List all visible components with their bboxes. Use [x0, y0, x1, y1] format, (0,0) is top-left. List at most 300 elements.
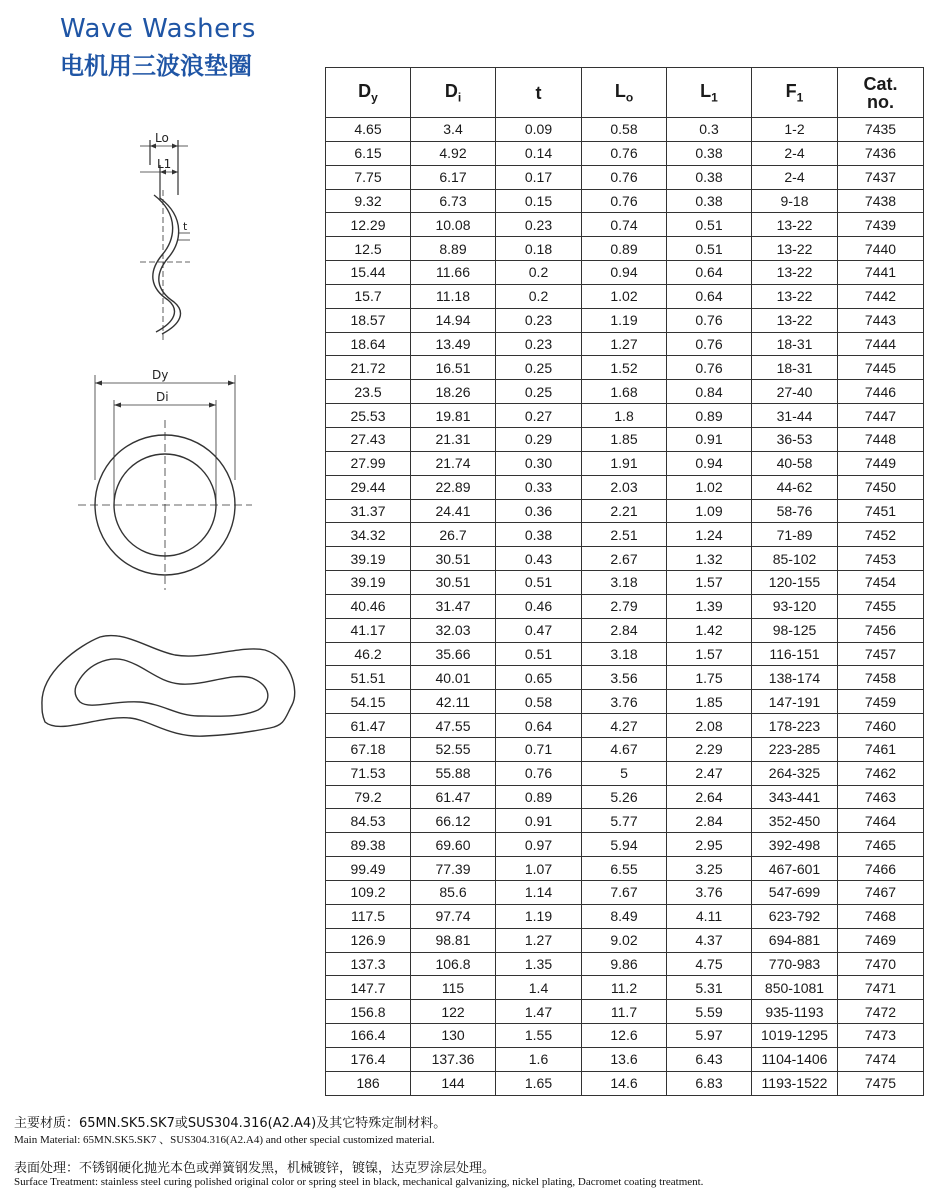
material-note-en: Main Material: 65MN.SK5.SK7 、SUS304.316(A2.A4) and other special customized material.: [14, 1134, 435, 1146]
table-cell: 13-22: [752, 213, 838, 237]
table-cell: 106.8: [411, 952, 496, 976]
table-cell: 1.4: [496, 976, 582, 1000]
table-cell: 1.09: [667, 499, 752, 523]
table-cell: 2.84: [582, 618, 667, 642]
table-cell: 352-450: [752, 809, 838, 833]
table-cell: 176.4: [326, 1047, 411, 1071]
table-cell: 3.18: [582, 571, 667, 595]
table-cell: 144: [411, 1071, 496, 1095]
table-cell: 0.64: [667, 261, 752, 285]
table-row: [326, 809, 924, 833]
table-cell: 6.55: [582, 857, 667, 881]
table-cell: 18.57: [326, 308, 411, 332]
table-cell: 1.19: [582, 308, 667, 332]
table-cell: 31.37: [326, 499, 411, 523]
table-cell: 2.95: [667, 833, 752, 857]
column-header: [411, 68, 496, 118]
table-cell: 0.25: [496, 356, 582, 380]
table-cell: 15.44: [326, 261, 411, 285]
table-cell: 2.08: [667, 714, 752, 738]
table-cell: 21.31: [411, 427, 496, 451]
table-row: [326, 952, 924, 976]
table-cell: 47.55: [411, 714, 496, 738]
table-cell: 0.25: [496, 380, 582, 404]
table-cell: 11.18: [411, 284, 496, 308]
table-row: [326, 356, 924, 380]
table-cell: 1-2: [752, 118, 838, 142]
table-cell: 7460: [838, 714, 924, 738]
table-cell: 0.94: [667, 451, 752, 475]
table-cell: 7461: [838, 737, 924, 761]
table-cell: 52.55: [411, 737, 496, 761]
table-cell: 0.97: [496, 833, 582, 857]
table-cell: 34.32: [326, 523, 411, 547]
table-cell: 0.76: [582, 165, 667, 189]
notes-section: [14, 1112, 934, 1198]
table-cell: 0.23: [496, 332, 582, 356]
table-cell: 1.85: [667, 690, 752, 714]
table-row: [326, 261, 924, 285]
table-cell: 117.5: [326, 904, 411, 928]
table-row: [326, 404, 924, 428]
table-cell: 30.51: [411, 547, 496, 571]
table-row: [326, 714, 924, 738]
table-cell: 1.19: [496, 904, 582, 928]
table-cell: 547-699: [752, 881, 838, 905]
table-row: [326, 475, 924, 499]
table-cell: 23.5: [326, 380, 411, 404]
table-body: [326, 118, 924, 1096]
table-cell: 122: [411, 1000, 496, 1024]
table-cell: 7473: [838, 1024, 924, 1048]
table-cell: 18.64: [326, 332, 411, 356]
table-cell: 7456: [838, 618, 924, 642]
table-cell: 2.21: [582, 499, 667, 523]
table-cell: 0.30: [496, 451, 582, 475]
table-cell: 126.9: [326, 928, 411, 952]
table-cell: 0.3: [667, 118, 752, 142]
table-cell: 0.74: [582, 213, 667, 237]
table-cell: 0.84: [667, 380, 752, 404]
table-cell: 7468: [838, 904, 924, 928]
table-cell: 392-498: [752, 833, 838, 857]
table-cell: 18.26: [411, 380, 496, 404]
table-cell: 22.89: [411, 475, 496, 499]
table-cell: 0.76: [582, 141, 667, 165]
table-cell: 89.38: [326, 833, 411, 857]
table-cell: 71-89: [752, 523, 838, 547]
table-row: [326, 881, 924, 905]
column-header: [496, 68, 582, 118]
table-cell: 7442: [838, 284, 924, 308]
table-cell: 4.27: [582, 714, 667, 738]
table-row: [326, 904, 924, 928]
table-cell: 7443: [838, 308, 924, 332]
table-cell: 0.38: [667, 141, 752, 165]
table-row: [326, 690, 924, 714]
table-cell: 7.75: [326, 165, 411, 189]
table-cell: 0.94: [582, 261, 667, 285]
table-cell: 3.25: [667, 857, 752, 881]
table-cell: 6.83: [667, 1071, 752, 1095]
table-cell: 25.53: [326, 404, 411, 428]
table-cell: 0.51: [496, 571, 582, 595]
table-cell: 6.73: [411, 189, 496, 213]
table-cell: 0.71: [496, 737, 582, 761]
table-row: [326, 118, 924, 142]
table-cell: 137.3: [326, 952, 411, 976]
table-cell: 1.27: [582, 332, 667, 356]
table-cell: 0.2: [496, 284, 582, 308]
table-cell: 1.85: [582, 427, 667, 451]
table-cell: 0.17: [496, 165, 582, 189]
table-cell: 178-223: [752, 714, 838, 738]
table-cell: 30.51: [411, 571, 496, 595]
table-cell: 10.08: [411, 213, 496, 237]
table-cell: 1.91: [582, 451, 667, 475]
table-row: [326, 1024, 924, 1048]
table-cell: 0.91: [667, 427, 752, 451]
table-cell: 147.7: [326, 976, 411, 1000]
table-cell: 1.39: [667, 594, 752, 618]
table-cell: 0.15: [496, 189, 582, 213]
table-row: [326, 499, 924, 523]
table-cell: 2.03: [582, 475, 667, 499]
table-cell: 0.47: [496, 618, 582, 642]
table-cell: 7459: [838, 690, 924, 714]
table-cell: 1.32: [667, 547, 752, 571]
table-row: [326, 189, 924, 213]
table-cell: 27-40: [752, 380, 838, 404]
table-row: [326, 1071, 924, 1095]
table-cell: 40.46: [326, 594, 411, 618]
table-cell: 0.27: [496, 404, 582, 428]
column-header-sub: 1: [711, 90, 718, 105]
table-cell: 2.79: [582, 594, 667, 618]
table-cell: 2.67: [582, 547, 667, 571]
table-cell: 7447: [838, 404, 924, 428]
table-cell: 138-174: [752, 666, 838, 690]
table-cell: 343-441: [752, 785, 838, 809]
table-cell: 13-22: [752, 237, 838, 261]
table-row: [326, 594, 924, 618]
title-chinese: 电机用三波浪垫圈: [60, 52, 252, 80]
table-cell: 1.8: [582, 404, 667, 428]
table-cell: 24.41: [411, 499, 496, 523]
table-cell: 13.6: [582, 1047, 667, 1071]
table-row: [326, 523, 924, 547]
table-row: [326, 332, 924, 356]
table-cell: 4.75: [667, 952, 752, 976]
column-header-sub: o: [625, 90, 634, 105]
table-row: [326, 857, 924, 881]
table-cell: 11.66: [411, 261, 496, 285]
table-cell: 0.76: [667, 332, 752, 356]
table-cell: 7438: [838, 189, 924, 213]
table-cell: 1104-1406: [752, 1047, 838, 1071]
table-cell: 0.46: [496, 594, 582, 618]
table-cell: 7446: [838, 380, 924, 404]
table-cell: 2.84: [667, 809, 752, 833]
table-cell: 7462: [838, 761, 924, 785]
table-cell: 6.17: [411, 165, 496, 189]
column-header: [838, 68, 924, 118]
table-cell: 1.75: [667, 666, 752, 690]
table-cell: 7445: [838, 356, 924, 380]
table-cell: 11.2: [582, 976, 667, 1000]
label-lo: Lo: [155, 131, 169, 145]
table-cell: 147-191: [752, 690, 838, 714]
table-cell: 4.11: [667, 904, 752, 928]
table-row: [326, 308, 924, 332]
table-cell: 5.26: [582, 785, 667, 809]
table-cell: 2.47: [667, 761, 752, 785]
table-cell: 27.43: [326, 427, 411, 451]
table-cell: 85-102: [752, 547, 838, 571]
table-cell: 7451: [838, 499, 924, 523]
table-cell: 12.5: [326, 237, 411, 261]
table-cell: 1.02: [582, 284, 667, 308]
table-cell: 4.65: [326, 118, 411, 142]
table-cell: 41.17: [326, 618, 411, 642]
column-header-main: L: [614, 80, 626, 101]
table-cell: 4.37: [667, 928, 752, 952]
table-cell: 3.18: [582, 642, 667, 666]
table-cell: 7475: [838, 1071, 924, 1095]
table-cell: 7465: [838, 833, 924, 857]
table-cell: 11.7: [582, 1000, 667, 1024]
table-cell: 40.01: [411, 666, 496, 690]
table-row: [326, 928, 924, 952]
table-cell: 1193-1522: [752, 1071, 838, 1095]
table-cell: 69.60: [411, 833, 496, 857]
table-row: [326, 380, 924, 404]
table-cell: 7467: [838, 881, 924, 905]
surface-note-cn: 表面处理：不锈钢硬化抛光本色或弹簧钢发黑，机械镀锌，镀镍，达克罗涂层处理。: [14, 1161, 496, 1176]
table-cell: 26.7: [411, 523, 496, 547]
specification-table: [325, 67, 924, 1096]
table-cell: 5.59: [667, 1000, 752, 1024]
table-cell: 0.58: [582, 118, 667, 142]
table-cell: 18-31: [752, 356, 838, 380]
table-cell: 0.43: [496, 547, 582, 571]
table-cell: 6.43: [667, 1047, 752, 1071]
table-cell: 5.97: [667, 1024, 752, 1048]
table-cell: 0.76: [667, 308, 752, 332]
table-cell: 13-22: [752, 261, 838, 285]
table-row: [326, 666, 924, 690]
table-cell: 4.67: [582, 737, 667, 761]
material-note-cn: 主要材质：65MN.SK5.SK7或SUS304.316(A2.A4)及其它特殊定制材料。: [14, 1116, 447, 1131]
column-header-main: D: [358, 80, 372, 101]
table-cell: 7450: [838, 475, 924, 499]
column-header-sub: y: [371, 90, 378, 105]
table-cell: 7439: [838, 213, 924, 237]
table-cell: 0.29: [496, 427, 582, 451]
table-cell: 156.8: [326, 1000, 411, 1024]
table-cell: 12.6: [582, 1024, 667, 1048]
table-cell: 137.36: [411, 1047, 496, 1071]
table-cell: 2-4: [752, 141, 838, 165]
table-cell: 85.6: [411, 881, 496, 905]
column-header-main: L: [700, 80, 712, 101]
table-cell: 7444: [838, 332, 924, 356]
table-cell: 7452: [838, 523, 924, 547]
table-cell: 99.49: [326, 857, 411, 881]
table-cell: 29.44: [326, 475, 411, 499]
table-cell: 1019-1295: [752, 1024, 838, 1048]
table-header-row: [326, 68, 924, 118]
table-cell: 1.57: [667, 571, 752, 595]
table-row: [326, 618, 924, 642]
table-cell: 7449: [838, 451, 924, 475]
table-row: [326, 737, 924, 761]
title-english: Wave Washers: [60, 14, 256, 44]
table-cell: 7463: [838, 785, 924, 809]
table-cell: 98.81: [411, 928, 496, 952]
table-cell: 109.2: [326, 881, 411, 905]
table-row: [326, 141, 924, 165]
table-cell: 1.52: [582, 356, 667, 380]
table-cell: 13.49: [411, 332, 496, 356]
table-cell: 7469: [838, 928, 924, 952]
table-cell: 0.65: [496, 666, 582, 690]
table-cell: 9.86: [582, 952, 667, 976]
table-cell: 7471: [838, 976, 924, 1000]
table-cell: 54.15: [326, 690, 411, 714]
table-cell: 18-31: [752, 332, 838, 356]
table-cell: 21.72: [326, 356, 411, 380]
table-cell: 31.47: [411, 594, 496, 618]
table-cell: 19.81: [411, 404, 496, 428]
table-cell: 0.89: [582, 237, 667, 261]
table-cell: 8.89: [411, 237, 496, 261]
table-cell: 5.77: [582, 809, 667, 833]
table-cell: 35.66: [411, 642, 496, 666]
table-cell: 7440: [838, 237, 924, 261]
wave-washer-perspective-drawing: [42, 636, 295, 737]
table-cell: 77.39: [411, 857, 496, 881]
table-cell: 1.68: [582, 380, 667, 404]
table-cell: 0.64: [667, 284, 752, 308]
table-cell: 0.14: [496, 141, 582, 165]
surface-note-en: Surface Treatment: stainless steel curing polished original color or spring steel in black, mechanical galvanizing, nickel plating, Dacromet coating treatment.: [14, 1176, 704, 1188]
table-row: [326, 761, 924, 785]
table-cell: 0.38: [667, 189, 752, 213]
table-cell: 130: [411, 1024, 496, 1048]
table-cell: 3.76: [667, 881, 752, 905]
table-cell: 32.03: [411, 618, 496, 642]
table-cell: 7466: [838, 857, 924, 881]
table-cell: 1.42: [667, 618, 752, 642]
table-cell: 1.6: [496, 1047, 582, 1071]
table-cell: 0.76: [667, 356, 752, 380]
column-header-main: D: [444, 80, 458, 101]
table-cell: 1.02: [667, 475, 752, 499]
table-cell: 0.76: [582, 189, 667, 213]
table-cell: 7472: [838, 1000, 924, 1024]
label-l1: L1: [157, 157, 172, 171]
table-cell: 2.51: [582, 523, 667, 547]
table-cell: 2-4: [752, 165, 838, 189]
column-header: [752, 68, 838, 118]
table-row: [326, 833, 924, 857]
table-cell: 0.91: [496, 809, 582, 833]
table-cell: 0.51: [496, 642, 582, 666]
table-cell: 1.14: [496, 881, 582, 905]
table-cell: 36-53: [752, 427, 838, 451]
table-cell: 67.18: [326, 737, 411, 761]
table-cell: 694-881: [752, 928, 838, 952]
table-cell: 13-22: [752, 308, 838, 332]
table-cell: 39.19: [326, 571, 411, 595]
table-cell: 7474: [838, 1047, 924, 1071]
table-cell: 0.36: [496, 499, 582, 523]
table-cell: 71.53: [326, 761, 411, 785]
table-cell: 1.55: [496, 1024, 582, 1048]
table-cell: 7457: [838, 642, 924, 666]
table-cell: 1.27: [496, 928, 582, 952]
table-cell: 7454: [838, 571, 924, 595]
table-row: [326, 237, 924, 261]
table-cell: 0.89: [667, 404, 752, 428]
table-cell: 16.51: [411, 356, 496, 380]
table-cell: 55.88: [411, 761, 496, 785]
table-cell: 61.47: [326, 714, 411, 738]
table-cell: 5.31: [667, 976, 752, 1000]
table-cell: 1.57: [667, 642, 752, 666]
table-cell: 115: [411, 976, 496, 1000]
column-header: [667, 68, 752, 118]
column-header-sub: 1: [796, 90, 804, 105]
table-cell: 1.65: [496, 1071, 582, 1095]
table-cell: 3.76: [582, 690, 667, 714]
table-row: [326, 165, 924, 189]
table-row: [326, 1047, 924, 1071]
table-cell: 2.29: [667, 737, 752, 761]
label-dy: Dy: [152, 368, 169, 382]
table-cell: 5.94: [582, 833, 667, 857]
table-cell: 61.47: [411, 785, 496, 809]
table-cell: 0.33: [496, 475, 582, 499]
table-cell: 264-325: [752, 761, 838, 785]
table-cell: 7436: [838, 141, 924, 165]
table-cell: 0.23: [496, 213, 582, 237]
table-cell: 770-983: [752, 952, 838, 976]
table-cell: 7458: [838, 666, 924, 690]
table-cell: 0.51: [667, 213, 752, 237]
table-cell: 935-1193: [752, 1000, 838, 1024]
table-cell: 0.38: [667, 165, 752, 189]
ring-top-view-drawing: [78, 375, 252, 590]
table-cell: 9.32: [326, 189, 411, 213]
table-cell: 9.02: [582, 928, 667, 952]
table-row: [326, 1000, 924, 1024]
table-cell: 0.18: [496, 237, 582, 261]
table-cell: 98-125: [752, 618, 838, 642]
table-cell: 13-22: [752, 284, 838, 308]
table-cell: 116-151: [752, 642, 838, 666]
table-cell: 4.92: [411, 141, 496, 165]
table-row: [326, 451, 924, 475]
table-cell: 6.15: [326, 141, 411, 165]
table-cell: 623-792: [752, 904, 838, 928]
table-row: [326, 642, 924, 666]
table-row: [326, 976, 924, 1000]
table-cell: 850-1081: [752, 976, 838, 1000]
table-cell: 14.6: [582, 1071, 667, 1095]
table-cell: 39.19: [326, 547, 411, 571]
